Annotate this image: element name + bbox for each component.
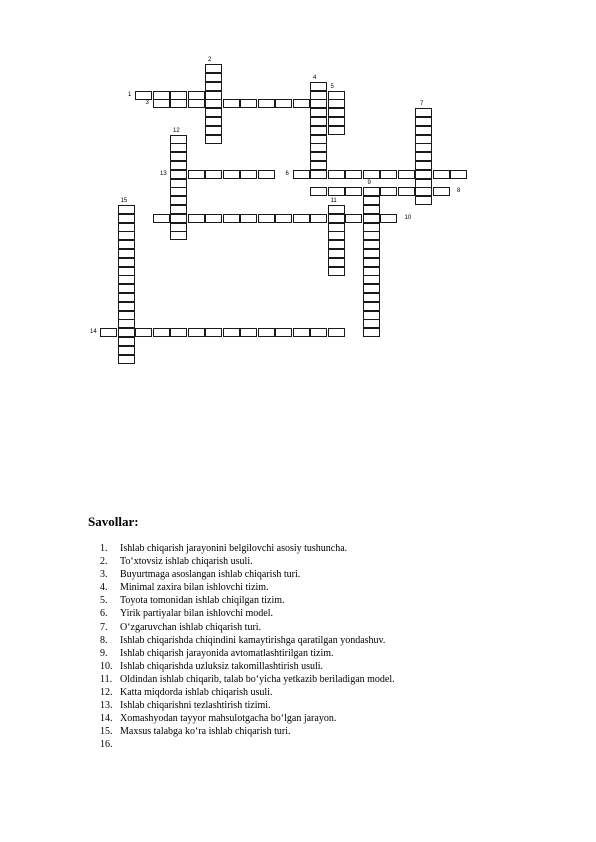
crossword-cell bbox=[118, 275, 135, 284]
clue-number: 5 bbox=[330, 83, 334, 90]
crossword-cell bbox=[345, 214, 362, 223]
crossword-cell bbox=[170, 187, 187, 196]
clue-number: 13 bbox=[160, 170, 167, 177]
question-text: Ishlab chiqarishni tezlashtirish tizimi. bbox=[120, 700, 271, 712]
question-number: 13. bbox=[100, 700, 113, 712]
crossword-cell bbox=[415, 108, 432, 117]
crossword-cell bbox=[118, 214, 135, 223]
question-text: Ishlab chiqarish jarayonida avtomatlashtirilgan tizim. bbox=[120, 647, 334, 659]
crossword-cell bbox=[433, 187, 450, 196]
question-item bbox=[100, 686, 570, 699]
crossword-cell bbox=[310, 214, 327, 223]
crossword-cell bbox=[258, 214, 275, 223]
question-number: 14. bbox=[100, 713, 113, 725]
crossword-cell bbox=[293, 214, 310, 223]
crossword-cell bbox=[118, 346, 135, 355]
crossword-cell bbox=[363, 311, 380, 320]
crossword-cell bbox=[415, 143, 432, 152]
clue-number: 12 bbox=[173, 127, 180, 134]
crossword-cell bbox=[363, 214, 380, 223]
crossword-cell bbox=[275, 328, 292, 337]
question-number: 8. bbox=[100, 634, 108, 646]
crossword-cell bbox=[328, 231, 345, 240]
crossword-cell bbox=[170, 99, 187, 108]
crossword-cell bbox=[363, 328, 380, 337]
crossword-cell bbox=[363, 258, 380, 267]
crossword-cell bbox=[240, 328, 257, 337]
question-item bbox=[100, 634, 570, 647]
crossword-cell bbox=[415, 170, 432, 179]
crossword-cell bbox=[205, 99, 222, 108]
question-item bbox=[100, 607, 570, 620]
crossword-cell bbox=[170, 231, 187, 240]
crossword-cell bbox=[380, 170, 397, 179]
crossword-cell bbox=[415, 117, 432, 126]
crossword-cell bbox=[328, 205, 345, 214]
crossword-cell bbox=[170, 214, 187, 223]
crossword-cell bbox=[188, 91, 205, 100]
crossword-cell bbox=[328, 170, 345, 179]
crossword-cell bbox=[118, 311, 135, 320]
clue-number: 1 bbox=[128, 91, 132, 98]
question-text: Katta miqdorda ishlab chiqarish usuli. bbox=[120, 687, 273, 699]
crossword-cell bbox=[205, 135, 222, 144]
crossword-cell bbox=[415, 161, 432, 170]
crossword-cell bbox=[170, 143, 187, 152]
crossword-cell bbox=[293, 328, 310, 337]
crossword-cell bbox=[328, 240, 345, 249]
crossword-cell bbox=[170, 152, 187, 161]
crossword-cell bbox=[345, 170, 362, 179]
crossword-cell bbox=[310, 82, 327, 91]
crossword-cell bbox=[328, 99, 345, 108]
crossword-cell bbox=[363, 302, 380, 311]
crossword-cell bbox=[310, 91, 327, 100]
crossword-cell bbox=[363, 205, 380, 214]
crossword-cell bbox=[205, 126, 222, 135]
crossword-cell bbox=[118, 284, 135, 293]
crossword-cell bbox=[328, 187, 345, 196]
crossword-cell bbox=[328, 108, 345, 117]
question-item bbox=[100, 647, 570, 660]
crossword-cell bbox=[118, 249, 135, 258]
clue-number: 4 bbox=[313, 74, 317, 81]
crossword-cell bbox=[188, 214, 205, 223]
question-number: 15. bbox=[100, 726, 113, 738]
crossword-cell bbox=[450, 170, 467, 179]
crossword-cell bbox=[188, 328, 205, 337]
clue-number: 2 bbox=[208, 57, 212, 64]
question-item bbox=[100, 621, 570, 634]
crossword-cell bbox=[415, 152, 432, 161]
questions-list bbox=[100, 542, 570, 752]
question-item bbox=[100, 568, 570, 581]
question-number: 3. bbox=[100, 569, 108, 581]
crossword-cell bbox=[363, 187, 380, 196]
crossword-cell bbox=[258, 99, 275, 108]
question-number: 11. bbox=[100, 673, 113, 685]
clue-number: 14 bbox=[90, 329, 97, 336]
crossword-cell bbox=[328, 214, 345, 223]
crossword-cell bbox=[328, 267, 345, 276]
crossword-cell bbox=[363, 275, 380, 284]
crossword-cell bbox=[170, 170, 187, 179]
crossword-cell bbox=[118, 258, 135, 267]
crossword-cell bbox=[223, 328, 240, 337]
crossword-cell bbox=[205, 170, 222, 179]
crossword-cell bbox=[328, 117, 345, 126]
crossword-cell bbox=[240, 99, 257, 108]
crossword-cell bbox=[205, 214, 222, 223]
crossword-cell bbox=[118, 293, 135, 302]
clue-number: 6 bbox=[285, 170, 289, 177]
clue-number: 11 bbox=[330, 197, 337, 204]
crossword-cell bbox=[310, 108, 327, 117]
crossword-cell bbox=[275, 99, 292, 108]
question-text: Buyurtmaga asoslangan ishlab chiqarish turi. bbox=[120, 569, 301, 581]
crossword-cell bbox=[415, 135, 432, 144]
crossword-cell bbox=[118, 302, 135, 311]
crossword-cell bbox=[310, 117, 327, 126]
question-text: O‘zgaruvchan ishlab chiqarish turi. bbox=[120, 621, 262, 633]
question-number: 16. bbox=[100, 739, 113, 751]
question-text: Toyota tomonidan ishlab chiqilgan tizim. bbox=[120, 595, 285, 607]
question-item bbox=[100, 712, 570, 725]
question-text: Minimal zaxira bilan ishlovchi tizim. bbox=[120, 582, 269, 594]
crossword-cell bbox=[135, 91, 152, 100]
crossword-cell bbox=[118, 319, 135, 328]
question-text: Ishlab chiqarish jarayonini belgilovchi asosiy tushuncha. bbox=[120, 543, 348, 554]
question-item bbox=[100, 594, 570, 607]
crossword-cell bbox=[118, 337, 135, 346]
crossword-cell bbox=[118, 231, 135, 240]
clue-number: 8 bbox=[457, 188, 461, 195]
crossword-cell bbox=[170, 161, 187, 170]
question-item bbox=[100, 542, 570, 555]
crossword-cell bbox=[345, 187, 362, 196]
question-item bbox=[100, 699, 570, 712]
question-item bbox=[100, 725, 570, 738]
crossword-cell bbox=[153, 328, 170, 337]
crossword-cell bbox=[188, 170, 205, 179]
crossword-cell bbox=[153, 99, 170, 108]
crossword-cell bbox=[205, 328, 222, 337]
crossword-cell bbox=[363, 223, 380, 232]
question-number: 2. bbox=[100, 556, 108, 568]
crossword-cell bbox=[205, 73, 222, 82]
crossword-cell bbox=[415, 196, 432, 205]
crossword-cell bbox=[118, 355, 135, 364]
crossword-cell bbox=[170, 135, 187, 144]
question-text: Yirik partiyalar bilan ishlovchi model. bbox=[120, 608, 274, 620]
crossword-cell bbox=[170, 223, 187, 232]
crossword-cell bbox=[415, 179, 432, 188]
crossword-cell bbox=[310, 126, 327, 135]
crossword-cell bbox=[118, 267, 135, 276]
crossword-cell bbox=[170, 205, 187, 214]
crossword-cell bbox=[398, 170, 415, 179]
crossword-cell bbox=[170, 328, 187, 337]
crossword-cell bbox=[188, 99, 205, 108]
crossword-cell bbox=[363, 267, 380, 276]
question-number: 12. bbox=[100, 687, 113, 699]
crossword-cell bbox=[258, 328, 275, 337]
clue-number: 7 bbox=[420, 101, 424, 108]
question-item bbox=[100, 673, 570, 686]
crossword-cell bbox=[415, 126, 432, 135]
crossword-cell bbox=[170, 196, 187, 205]
crossword-cell bbox=[223, 99, 240, 108]
crossword-cell bbox=[118, 223, 135, 232]
clue-number: 3 bbox=[145, 100, 149, 107]
crossword-cell bbox=[363, 231, 380, 240]
crossword-cell bbox=[240, 170, 257, 179]
question-text: Ishlab chiqarishda chiqindini kamaytirishga qaratilgan yondashuv. bbox=[120, 634, 386, 646]
crossword-cell bbox=[258, 170, 275, 179]
question-item bbox=[100, 738, 570, 751]
crossword-cell bbox=[363, 293, 380, 302]
crossword-cell bbox=[293, 170, 310, 179]
crossword-cell bbox=[275, 214, 292, 223]
crossword-cell bbox=[118, 205, 135, 214]
crossword-cell bbox=[118, 240, 135, 249]
crossword-cell bbox=[380, 214, 397, 223]
crossword-cell bbox=[205, 82, 222, 91]
crossword-cell bbox=[293, 99, 310, 108]
question-number: 10. bbox=[100, 660, 113, 672]
question-text: Maxsus talabga ko‘ra ishlab chiqarish turi. bbox=[120, 726, 291, 738]
crossword-cell bbox=[153, 214, 170, 223]
crossword-cell bbox=[310, 161, 327, 170]
crossword-cell bbox=[205, 91, 222, 100]
crossword-cell bbox=[310, 135, 327, 144]
crossword-cell bbox=[328, 258, 345, 267]
crossword-cell bbox=[328, 91, 345, 100]
question-number: 7. bbox=[100, 621, 108, 633]
crossword-cell bbox=[310, 152, 327, 161]
crossword-cell bbox=[205, 117, 222, 126]
crossword-cell bbox=[310, 143, 327, 152]
crossword-cell bbox=[328, 249, 345, 258]
crossword-cell bbox=[310, 170, 327, 179]
crossword-cell bbox=[153, 91, 170, 100]
question-item bbox=[100, 581, 570, 594]
crossword-cell bbox=[310, 99, 327, 108]
crossword-cell bbox=[100, 328, 117, 337]
crossword-cell bbox=[118, 328, 135, 337]
question-number: 9. bbox=[100, 647, 108, 659]
crossword-cell bbox=[310, 328, 327, 337]
questions-heading: Savollar: bbox=[88, 514, 139, 529]
question-text: Oldindan ishlab chiqarib, talab bo‘yicha yetkazib beriladigan model. bbox=[120, 673, 395, 685]
question-number: 5. bbox=[100, 595, 108, 607]
crossword-cell bbox=[223, 170, 240, 179]
crossword-cell bbox=[363, 170, 380, 179]
crossword-cell bbox=[363, 284, 380, 293]
crossword-cell bbox=[135, 328, 152, 337]
crossword-cell bbox=[363, 249, 380, 258]
crossword-cell bbox=[170, 91, 187, 100]
crossword-cell bbox=[398, 187, 415, 196]
crossword-grid bbox=[0, 0, 596, 420]
clue-number: 9 bbox=[367, 180, 371, 187]
crossword-cell bbox=[415, 187, 432, 196]
question-number: 4. bbox=[100, 582, 108, 594]
crossword-cell bbox=[363, 240, 380, 249]
crossword-cell bbox=[363, 319, 380, 328]
crossword-cell bbox=[205, 108, 222, 117]
question-item bbox=[100, 555, 570, 568]
crossword-cell bbox=[310, 187, 327, 196]
crossword-cell bbox=[170, 179, 187, 188]
crossword-cell bbox=[223, 214, 240, 223]
crossword-cell bbox=[328, 223, 345, 232]
crossword-cell bbox=[433, 170, 450, 179]
crossword-cell bbox=[328, 328, 345, 337]
crossword-cell bbox=[240, 214, 257, 223]
clue-number: 10 bbox=[404, 214, 412, 221]
question-text: Ishlab chiqarishda uzluksiz takomillashtirish usuli. bbox=[120, 660, 324, 672]
question-text: To‘xtovsiz ishlab chiqarish usuli. bbox=[120, 556, 253, 568]
crossword-cell bbox=[380, 187, 397, 196]
question-number: 6. bbox=[100, 608, 108, 620]
crossword-cell bbox=[328, 126, 345, 135]
question-text: Xomashyodan tayyor mahsulotgacha bo‘lgan jarayon. bbox=[120, 713, 337, 725]
clue-number: 15 bbox=[120, 197, 128, 204]
crossword-cell bbox=[205, 64, 222, 73]
question-number: 1. bbox=[100, 543, 108, 554]
crossword-cell bbox=[363, 196, 380, 205]
question-item bbox=[100, 660, 570, 673]
